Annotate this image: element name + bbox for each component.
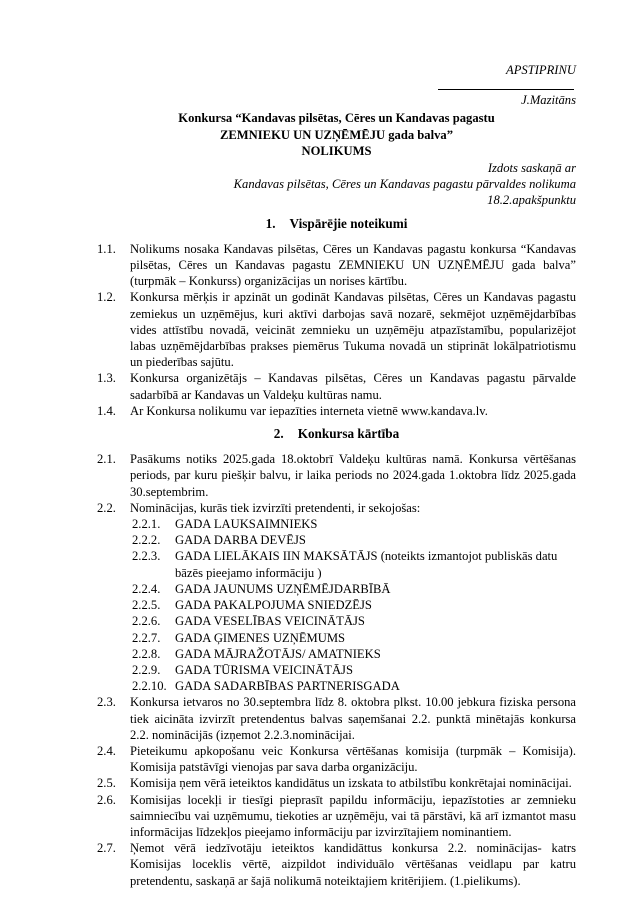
clause-2-2	[97, 500, 576, 516]
clause-number: 2.2.9.	[132, 662, 161, 677]
section-1-number: 1.	[265, 215, 276, 231]
clause-2-1	[97, 451, 576, 500]
approval-signatory: J.Mazitāns	[521, 93, 576, 108]
nomination-text: GADA SADARBĪBAS PARTNERISGADA	[175, 679, 400, 694]
clause-text: Pieteikumu apkopošanu veic Konkursa vērtēšanas komisija (turpmāk – Komisija). Komisija patstāvīgi vienojas par sava darba organizāciju.	[130, 743, 576, 775]
nomination-2-2-6	[132, 613, 576, 629]
nomination-2-2-1	[132, 516, 576, 532]
clause-text: Konkursa ietvaros no 30.septembra līdz 8. oktobra plkst. 10.00 jebkura fiziska persona tiek aicināta izvirzīt pretendentus balvas saņemšanai 2.2. punktā minētajās konkursa 2.2. nominācijās (izņemot 2.2.3.nominācijai.	[130, 695, 576, 742]
clause-number: 2.3.	[97, 695, 116, 710]
clause-text: Konkursa organizētājs – Kandavas pilsētas, Cēres un Kandavas pagastu pārvalde sadarbībā ar Kandavas un Valdeķu kultūras namu.	[130, 371, 576, 402]
clause-number: 2.2.7.	[132, 630, 161, 645]
section-2-clauses	[97, 451, 576, 888]
clause-text: Ņemot vērā iedzīvotāju ieteiktos kandidāttus konkursa 2.2. nominācijas- katrs Komisijas loceklis vērtē, aizpildot individuālo vērtēšanas veidlapu par katru pretendentu, saskaņā ar šajā nolikumā noteiktajiem kritērijiem. (1.pielikums).	[130, 841, 576, 888]
clause-text: Komisija ņem vērā ieteiktos kandidātus un izskata to atbilstību konkrētajai nominācijai.	[130, 776, 572, 791]
legal-basis	[97, 160, 576, 209]
clause-number: 2.2.6.	[132, 614, 161, 629]
nomination-2-2-8	[132, 646, 576, 662]
nomination-text: GADA JAUNUMS UZŅĒMĒJDARBĪBĀ	[175, 581, 391, 596]
clause-text: Nominācijas, kurās tiek izvirzīti pretendenti, ir sekojošas:	[130, 500, 421, 515]
clause-number: 2.5.	[97, 776, 116, 791]
clause-1-3	[97, 370, 576, 402]
clause-2-7	[97, 840, 576, 889]
doc-title	[97, 110, 576, 159]
nomination-2-2-4	[132, 581, 576, 597]
nomination-text: GADA LAUKSAIMNIEKS	[175, 517, 318, 532]
clause-number: 1.4.	[97, 403, 116, 418]
section-1-clauses	[97, 241, 576, 419]
clause-2-5	[97, 775, 576, 791]
doc-title-line2: ZEMNIEKU UN UZŅĒMĒJU gada balva”	[219, 127, 453, 142]
clause-text: Pasākums notiks 2025.gada 18.oktobrī Valdeķu kultūras namā. Konkursa vērtēšanas periods, par kuru piešķir balvu, ir laika periods no 2024.gada 1.oktobra līdz 2025.gada 30.septembrim.	[130, 452, 576, 499]
clause-number: 2.7.	[97, 841, 116, 856]
nomination-2-2-9	[132, 662, 576, 678]
section-2-number: 2.	[273, 426, 284, 442]
clause-2-4	[97, 743, 576, 775]
clause-number: 2.2.5.	[132, 598, 161, 613]
clause-number: 2.2.4.	[132, 581, 161, 596]
section-1-heading	[97, 216, 576, 232]
legal-basis-line3: 18.2.apakšpunktu	[487, 193, 576, 208]
clause-1-4	[97, 403, 576, 419]
clause-text: Konkursa mērķis ir apzināt un godināt Kandavas pilsētas, Cēres un Kandavas pagastu zemiekus un uzņēmējus, kuri aktīvi darbojas savā nozarē, sekmējot uzņēmējdarbības vides attīstību novadā, veicināt zemnieku un uzņēmēju atpazīstamību, popularizējot labas uzņēmējdarbības prakses piemērus Tukuma novadā un stiprināt lokālpatriotismu un piederības sajūtu.	[130, 290, 576, 370]
clause-text: Ar Konkursa nolikumu var iepazīties interneta vietnē www.kandava.lv.	[130, 403, 488, 418]
clause-text: Nolikums nosaka Kandavas pilsētas, Cēres un Kandavas pagastu konkursa “Kandavas pilsētas, Cēres un Kandavas pagastu ZEMNIEKU UN UZŅĒMĒJU gada balva” (turpmāk – Konkurss) organizācijas un norises kārtību.	[130, 241, 576, 289]
nomination-2-2-5	[132, 597, 576, 613]
nomination-2-2-10	[132, 678, 576, 694]
nomination-2-2-2	[132, 532, 576, 548]
doc-title-line1: Konkursa “Kandavas pilsētas, Cēres un Kandavas pagastu	[178, 111, 495, 126]
clause-number: 2.2.8.	[132, 646, 161, 661]
approval-label: APSTIPRINU	[506, 63, 576, 77]
clause-2-6	[97, 792, 576, 841]
clause-number: 2.2.2.	[132, 533, 161, 548]
clause-number: 2.2.	[97, 500, 116, 515]
section-1-title: Vispārējie noteikumi	[289, 215, 408, 231]
signature-line	[438, 89, 574, 90]
clause-2-3	[97, 694, 576, 743]
nomination-2-2-3	[132, 548, 576, 580]
clause-number: 2.2.3.	[132, 549, 161, 564]
clause-number: 1.2.	[97, 290, 116, 305]
clause-1-2	[97, 289, 576, 370]
nomination-text: GADA LIELĀKAIS IIN MAKSĀTĀJS (noteikts izmantojot publiskās datu bāzēs pieejamo informāciju )	[175, 549, 558, 580]
legal-basis-line1: Izdots saskaņā ar	[487, 161, 576, 176]
nomination-text: GADA ĢIMENES UZŅĒMUMS	[175, 630, 346, 645]
nomination-text: GADA MĀJRAŽOTĀJS/ AMATNIEKS	[175, 646, 381, 661]
clause-number: 1.1.	[97, 241, 116, 256]
clause-number: 2.2.1.	[132, 517, 161, 532]
clause-text: Komisijas locekļi ir tiesīgi pieprasīt papildu informāciju, iepazīstoties ar zemnieku saimniecību vai uzņēmumu, tiekoties ar uzņēmēju, vai tā pārstāvi, kā arī izmantot masu informācijas līdzekļos pieejamo informāciju par izvirzītajiem nominantiem.	[130, 792, 576, 839]
nomination-text: GADA TŪRISMA VEICINĀTĀJS	[175, 662, 353, 677]
nomination-2-2-7	[132, 630, 576, 646]
doc-title-line3: NOLIKUMS	[301, 143, 372, 158]
clause-number: 1.3.	[97, 371, 116, 386]
section-2-title: Konkursa kārtība	[297, 426, 400, 442]
legal-basis-line2: Kandavas pilsētas, Cēres un Kandavas pagastu pārvaldes nolikuma	[233, 177, 576, 192]
clause-number: 2.1.	[97, 452, 116, 467]
clause-number: 2.6.	[97, 792, 116, 807]
nomination-text: GADA PAKALPOJUMA SNIEDZĒJS	[175, 598, 372, 613]
clause-1-1	[97, 241, 576, 290]
nomination-text: GADA VESELĪBAS VEICINĀTĀJS	[175, 614, 365, 629]
section-2-heading	[97, 426, 576, 442]
nomination-text: GADA DARBA DEVĒJS	[175, 533, 306, 548]
clause-number: 2.4.	[97, 743, 116, 758]
clause-number: 2.2.10.	[132, 679, 167, 694]
